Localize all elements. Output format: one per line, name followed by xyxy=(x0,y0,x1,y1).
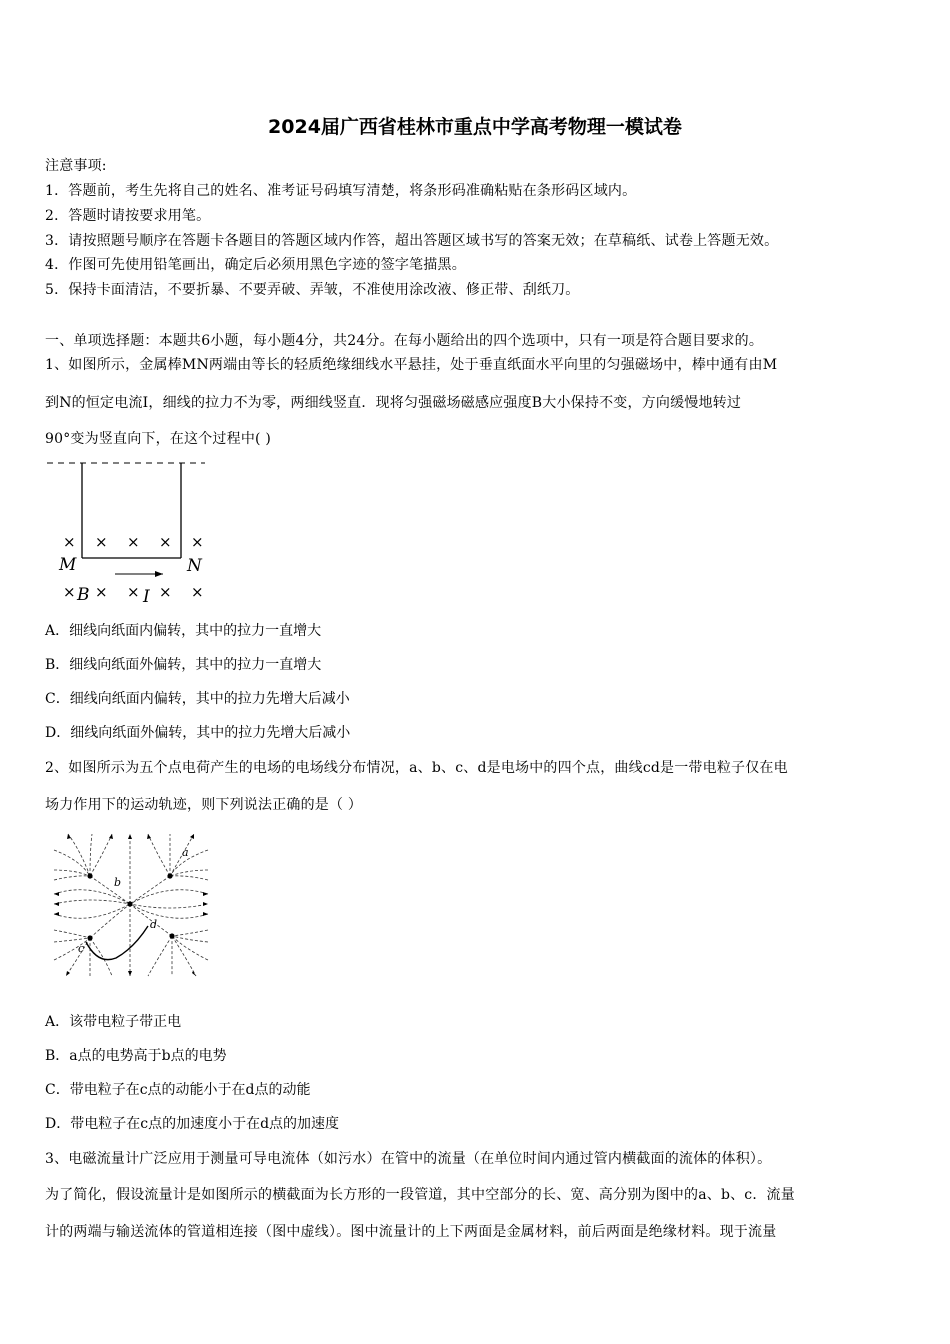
cross-mark: × xyxy=(159,583,172,601)
cross-mark: × xyxy=(127,583,140,601)
cross-mark: × xyxy=(127,533,140,551)
q2-option-a: A．该带电粒子带正电 xyxy=(45,1014,182,1030)
question-1-text: 90°变为竖直向下，在这个过程中( ) xyxy=(45,431,271,447)
notes-heading: 注意事项: xyxy=(45,158,107,174)
particle-trajectory-cd xyxy=(86,926,148,960)
question-2-text: 2、如图所示为五个点电荷产生的电场的电场线分布情况，a、b、c、d是电场中的四个点，曲线cd是一带电粒子仅在电 xyxy=(45,760,788,776)
q1-option-c: C．细线向纸面内偏转，其中的拉力先增大后减小 xyxy=(45,691,350,707)
question-2-text: 场力作用下的运动轨迹，则下列说法正确的是（ ） xyxy=(45,797,363,813)
label-d: d xyxy=(150,918,158,931)
cross-mark: × xyxy=(95,583,108,601)
q1-option-a: A．细线向纸面内偏转，其中的拉力一直增大 xyxy=(45,623,322,639)
label-M: M xyxy=(59,555,77,575)
note-item: 1．答题前，考生先将自己的姓名、准考证号码填写清楚，将条形码准确粘贴在条形码区域内。 xyxy=(45,183,637,199)
cross-mark: × xyxy=(63,533,76,551)
current-arrowhead xyxy=(155,571,163,577)
question-1-text: 1、如图所示，金属棒MN两端由等长的轻质绝缘细线水平悬挂，处于垂直纸面水平向里的匀强磁场中，棒中通有由M xyxy=(45,357,778,373)
q1-figure-magnetic-field xyxy=(45,455,215,605)
question-3-text: 计的两端与输送流体的管道相连接（图中虚线）。图中流量计的上下两面是金属材料，前后两面是绝缘材料。现于流量 xyxy=(45,1224,777,1240)
question-3-text: 3、电磁流量计广泛应用于测量可导电流体（如污水）在管中的流量（在单位时间内通过管内横截面的流体的体积）。 xyxy=(45,1151,772,1167)
note-item: 4．作图可先使用铅笔画出，确定后必须用黑色字迹的签字笔描黑。 xyxy=(45,257,466,273)
note-item: 2．答题时请按要求用笔。 xyxy=(45,208,211,224)
q2-figure-electric-field xyxy=(50,830,212,980)
cross-mark: × xyxy=(95,533,108,551)
q2-option-b: B．a点的电势高于b点的电势 xyxy=(45,1048,227,1064)
label-b: b xyxy=(114,876,122,889)
section-heading: 一、单项选择题：本题共6小题，每小题4分，共24分。在每小题给出的四个选项中，只有一项是符合题目要求的。 xyxy=(45,333,764,349)
note-item: 3．请按照题号顺序在答题卡各题目的答题区域内作答，超出答题区域书写的答案无效；在草稿纸、试卷上答题无效。 xyxy=(45,233,779,249)
cross-mark: × xyxy=(63,583,76,601)
q2-option-d: D．带电粒子在c点的加速度小于在d点的加速度 xyxy=(45,1116,340,1132)
label-B: B xyxy=(77,585,90,605)
page-title: 2024届广西省桂林市重点中学高考物理一模试卷 xyxy=(268,116,682,138)
label-a: a xyxy=(182,846,189,859)
label-N: N xyxy=(187,556,202,576)
question-1-text: 到N的恒定电流I，细线的拉力不为零，两细线竖直．现将匀强磁场磁感应强度B大小保持不变，方向缓慢地转过 xyxy=(45,395,742,411)
q1-option-d: D．细线向纸面外偏转，其中的拉力先增大后减小 xyxy=(45,725,351,741)
cross-mark: × xyxy=(159,533,172,551)
q1-option-b: B．细线向纸面外偏转，其中的拉力一直增大 xyxy=(45,657,322,673)
cross-mark: × xyxy=(191,533,204,551)
cross-mark: × xyxy=(191,583,204,601)
note-item: 5．保持卡面清洁，不要折暴、不要弄破、弄皱，不准使用涂改液、修正带、刮纸刀。 xyxy=(45,282,580,298)
label-c: c xyxy=(78,942,85,955)
question-3-text: 为了简化，假设流量计是如图所示的横截面为长方形的一段管道，其中空部分的长、宽、高分别为图中的a、b、c．流量 xyxy=(45,1187,795,1203)
label-I: I xyxy=(143,587,150,605)
q2-option-c: C．带电粒子在c点的动能小于在d点的动能 xyxy=(45,1082,311,1098)
